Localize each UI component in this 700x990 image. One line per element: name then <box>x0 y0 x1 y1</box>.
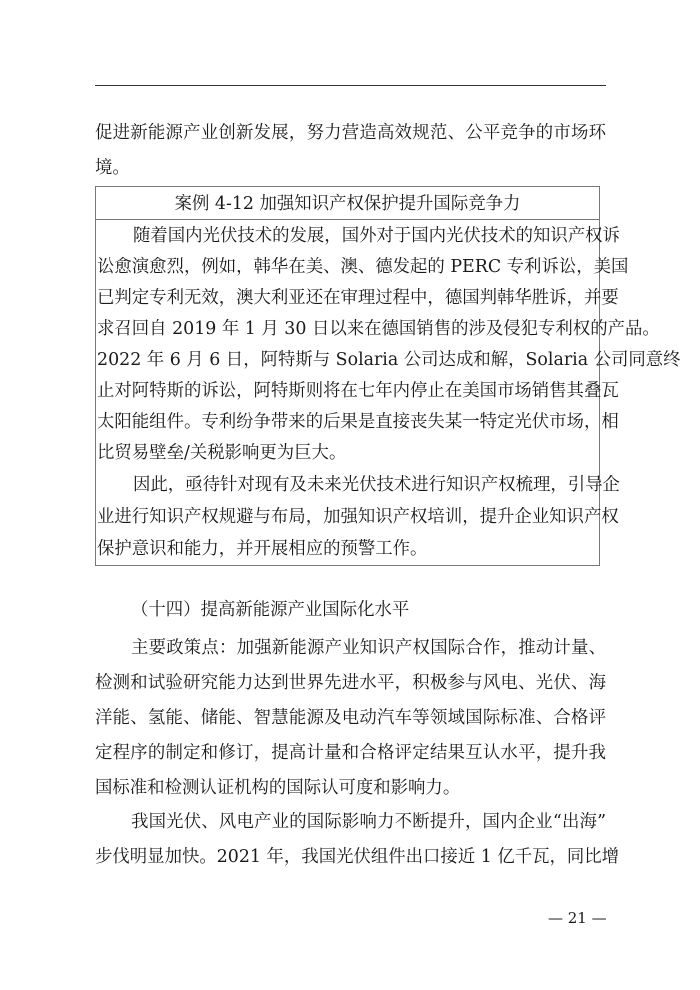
body-line: 我国光伏、风电产业的国际影响力不断提升，国内企业“出海” <box>131 812 606 832</box>
intro-line: 境。 <box>95 158 130 178</box>
case-line: 已判定专利无效，澳大利亚还在审理过程中，德国判韩华胜诉，并要 <box>97 288 619 308</box>
body-line: 定程序的制定和修订，提高计量和合格评定结果互认水平，提升我 <box>95 743 606 763</box>
intro-line: 促进新能源产业创新发展，努力营造高效规范、公平竞争的市场环 <box>95 123 606 143</box>
case-line: 2022 年 6 月 6 日，阿特斯与 Solaria 公司达成和解，Solaria 公司同意终 <box>97 350 681 370</box>
body-line: 主要政策点：加强新能源产业知识产权国际合作，推动计量、 <box>131 638 606 658</box>
body-line: 步伐明显加快。2021 年，我国光伏组件出口接近 1 亿千瓦，同比增 <box>95 847 620 867</box>
header-rule <box>95 85 606 86</box>
body-line: 检测和试验研究能力达到世界先进水平，积极参与风电、光伏、海 <box>95 673 606 693</box>
body-line: 洋能、氢能、储能、智慧能源及电动汽车等领域国际标准、合格评 <box>95 708 606 728</box>
section-heading: （十四）提高新能源产业国际化水平 <box>131 600 410 620</box>
case-line: 止对阿特斯的诉讼，阿特斯则将在七年内停止在美国市场销售其叠瓦 <box>97 381 619 401</box>
page-number: — 21 — <box>548 909 607 927</box>
case-line: 太阳能组件。专利纷争带来的后果是直接丧失某一特定光伏市场，相 <box>97 412 619 432</box>
case-line: 比贸易壁垒/关税影响更为巨大。 <box>97 443 347 463</box>
case-line: 保护意识和能力，并开展相应的预警工作。 <box>97 539 428 559</box>
case-box-divider <box>95 219 600 220</box>
case-line: 因此，亟待针对现有及未来光伏技术进行知识产权梳理，引导企 <box>133 475 620 495</box>
case-line: 随着国内光伏技术的发展，国外对于国内光伏技术的知识产权诉 <box>133 226 620 246</box>
case-line: 讼愈演愈烈，例如，韩华在美、澳、德发起的 PERC 专利诉讼，美国 <box>97 257 629 277</box>
case-box-title: 案例 4-12 加强知识产权保护提升国际竞争力 <box>174 194 521 214</box>
case-line: 求召回自 2019 年 1 月 30 日以来在德国销售的涉及侵犯专利权的产品。 <box>97 319 660 339</box>
case-line: 业进行知识产权规避与布局，加强知识产权培训，提升企业知识产权 <box>97 507 619 527</box>
body-line: 国标准和检测认证机构的国际认可度和影响力。 <box>95 778 461 798</box>
